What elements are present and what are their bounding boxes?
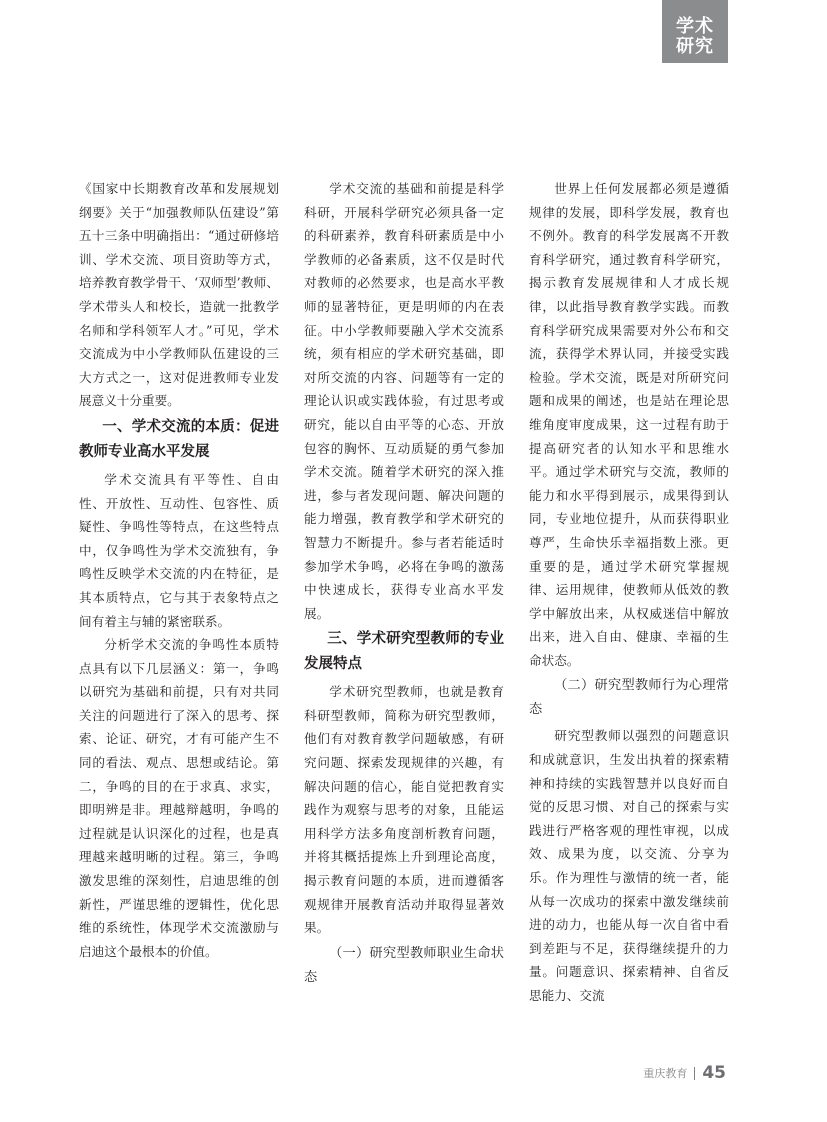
- subsection-heading: （二）研究型教师行为心理常态: [529, 678, 729, 718]
- section-tab-line1: 学术: [676, 16, 714, 37]
- page-footer: [643, 1063, 726, 1083]
- text-column-1: [79, 177, 279, 1037]
- paragraph: 世界上任何发展都必须是遵循规律的发展，即科学发展，教育也不例外。教育的科学发展离不开教育科学研究，通过教育科学研究，揭示教育发展规律和人才成长规律，以此指导教育教学实践。而教育科学研究成果需要对外公布和交流，获得学术界认同，并接受实践检验。学术交流，既是对所研究问题和成果的阐述，也是站在理论思维角度审度成果，这一过程有助于提高研究者的认知水平和思维水平。通过学术研究与交流，教师的能力和水平得到展示，成果得到认同，专业地位提升，从而获得职业尊严，生命快乐幸福指数上涨。更重要的是，通过学术研究掌握规律、运用规律，使教师从低效的教学中解放出来，从权威迷信中解放出来，进入自由、健康、幸福的生命状态。: [529, 181, 729, 668]
- paragraph: 分析学术交流的争鸣性本质特点具有以下几层涵义：第一，争鸣以研究为基础和前提，只有对共同关注的问题进行了深入的思考、探索、论证、研究，才有可能产生不同的看法、观点、思想或结论。第二，争鸣的目的在于求真、求实，即明辨是非。理越辩越明，争鸣的过程就是认识深化的过程，也是真理越来越明晰的过程。第三，争鸣激发思维的深刻性，启迪思维的创新性，严谨思维的逻辑性，优化思维的系统性，体现学术交流激励与启迪这个最根本的价值。: [79, 637, 279, 959]
- text-column-3: [529, 177, 729, 1037]
- page-number: 45: [702, 1063, 726, 1083]
- paragraph: 学术交流的基础和前提是科学科研，开展科学研究必须具备一定的科研素养，教育科研素质是中小学教师的必备素质，这不仅是时代对教师的必然要求，也是高水平教师的显著特征，更是明师的内在表征。中小学教师要融入学术交流系统，须有相应的学术研究基础，即对所交流的内容、问题等有一定的理论认识或实践体验，有过思考或研究，能以自由平等的心态、开放包容的胸怀、互动质疑的勇气参加学术交流。随着学术研究的深入推进，参与者发现问题、解决问题的能力增强，教育教学和学术研究的智慧力不断提升。参与者若能适时参加学术争鸣，必将在争鸣的激荡中快速成长，获得专业高水平发展。: [304, 181, 504, 621]
- paragraph: 学术研究型教师，也就是教育科研型教师，简称为研究型教师，他们有对教育教学问题敏感，有研究问题、探索发现规律的兴趣，有解决问题的信心，能自觉把教育实践作为观察与思考的对象，且能运用科学方法多角度剖析教育问题，并将其概括提炼上升到理论高度，揭示教育问题的本质，进而遵循客观规律开展教育活动并取得显著效果。: [304, 684, 504, 936]
- paragraph: 研究型教师以强烈的问题意识和成就意识，生发出执着的探索精神和持续的实践智慧并以良好而自觉的反思习惯、对自己的探索与实践进行严格客观的理性审视，以成效、成果为度，以交流、分享为乐。作为理性与激情的统一者，能从每一次成功的探索中激发继续前进的动力，也能从每一次自省中看到差距与不足，获得继续提升的力量。问题意识、探索精神、自省反思能力、交流: [529, 728, 729, 1003]
- footer-divider: [694, 1067, 695, 1080]
- section-tab: [662, 0, 728, 63]
- section-tab-line2: 研究: [676, 36, 714, 57]
- journal-name: 重庆教育: [643, 1067, 688, 1080]
- text-column-2: [304, 177, 504, 1037]
- subsection-heading: （一）研究型教师职业生命状态: [304, 945, 504, 985]
- paragraph: 学术交流具有平等性、自由性、开放性、互动性、包容性、质疑性、争鸣性等特点，在这些特点中，仅争鸣性为学术交流独有，争鸣性反映学术交流的内在特征，是其本质特点，它与其于表象特点之间有着主与辅的紧密联系。: [79, 471, 279, 629]
- section-heading: 一、学术交流的本质：促进教师专业高水平发展: [79, 418, 279, 460]
- paragraph: 《国家中长期教育改革和发展规划纲要》关于“加强教师队伍建设”第五十三条中明确指出：“通过研修培训、学术交流、项目资助等方式，培养教育教学骨干、‘双师型’教师、学术带头人和校长，造就一批教学名师和学科领军人才。”可见，学术交流成为中小学教师队伍建设的三大方式之一，这对促进教师专业发展意义十分重要。: [79, 181, 279, 409]
- section-heading: 三、学术研究型教师的专业发展特点: [304, 631, 504, 673]
